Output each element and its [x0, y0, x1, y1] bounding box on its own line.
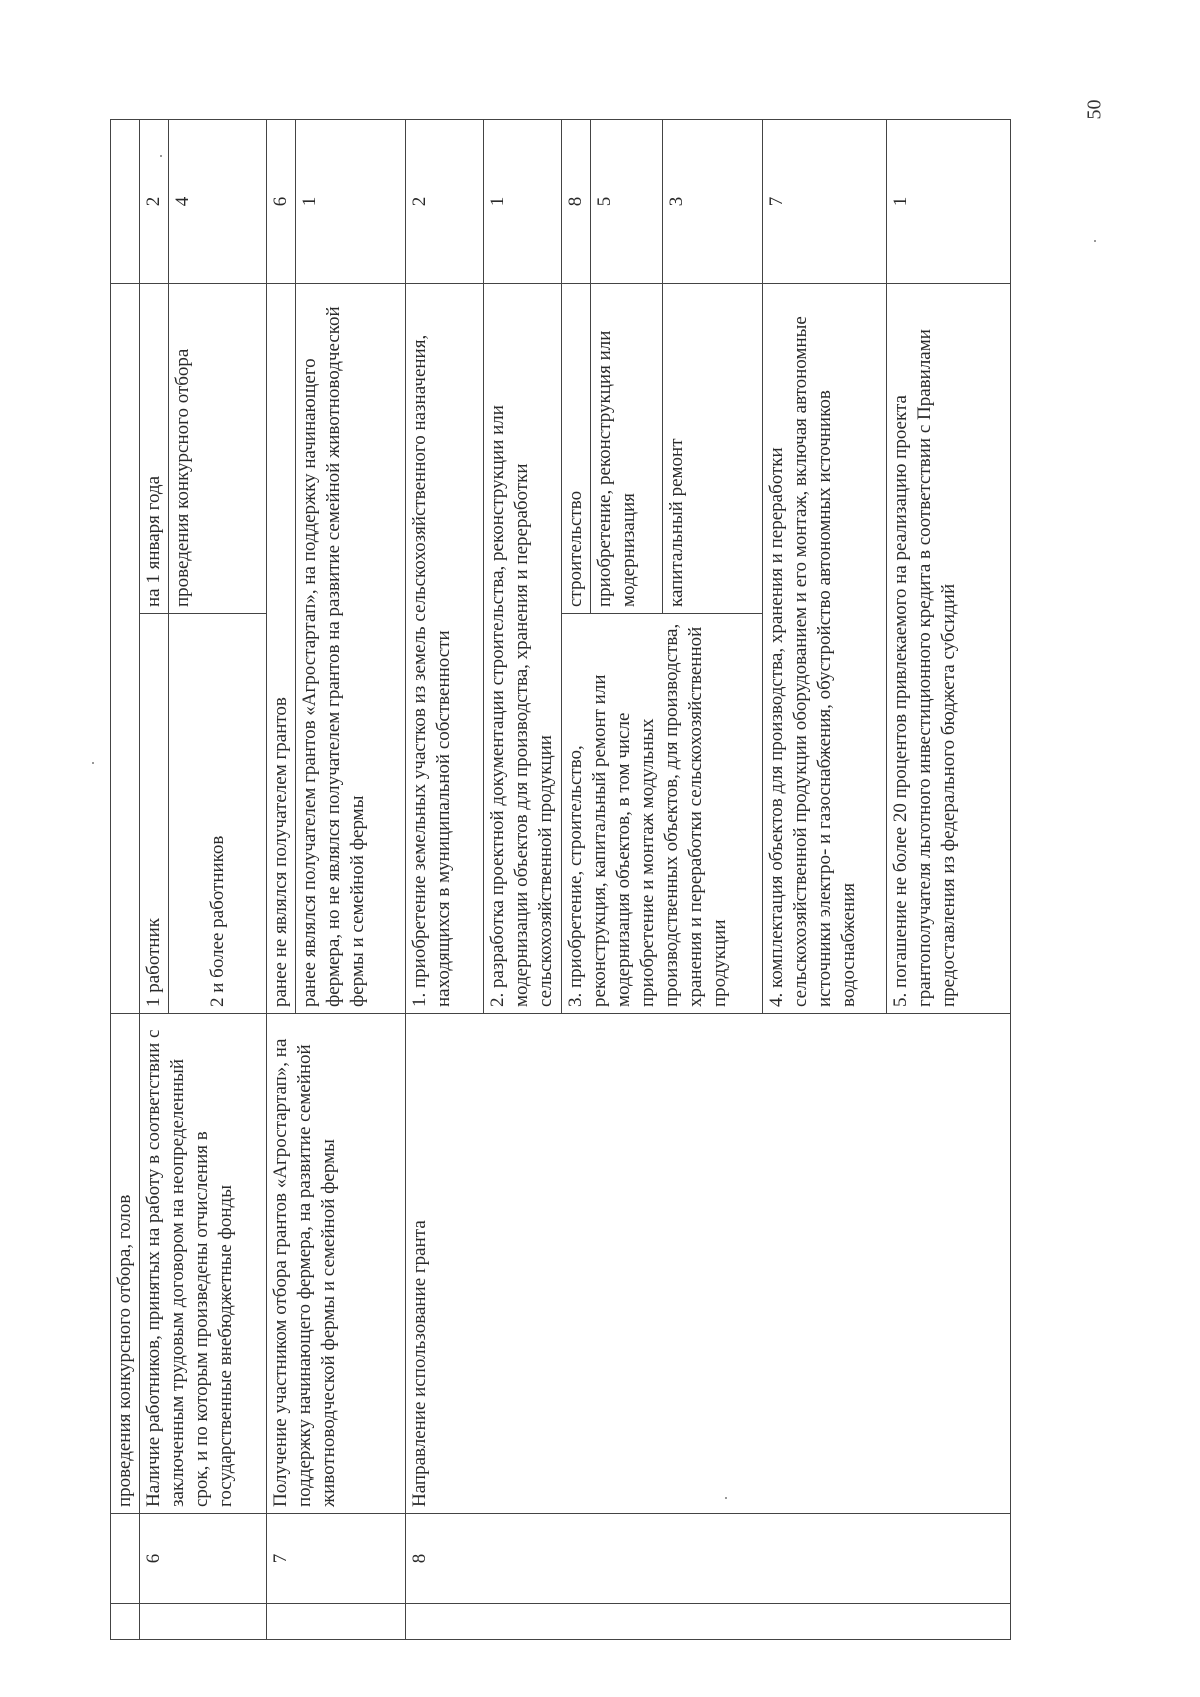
- blank-cell: [111, 284, 140, 1014]
- score-cell: 7: [763, 120, 887, 284]
- score-cell: 6: [267, 120, 296, 284]
- option-label: 2 и более работников: [169, 614, 267, 1014]
- row-number: 8: [406, 1514, 1011, 1604]
- page-number: 50: [1083, 99, 1106, 120]
- option-sub: строительство: [562, 284, 591, 614]
- scan-speck: [92, 762, 94, 764]
- rotated-page: [110, 120, 1062, 1640]
- option-label: 1. приобретение земельных участков из земель сельскохозяйственного назначения, находящихся в муниципальной собственности: [406, 284, 484, 1014]
- scan-speck: [725, 1497, 727, 1499]
- option-label: 3. приобретение, строительство, реконструкция, капитальный ремонт или модернизация объектов, в том числе приобретение и монтаж модульных производственных объектов, для производства, хранения и переработки сельскохозяйственной продукции: [562, 614, 763, 1014]
- criterion-cell: Наличие работников, принятых на работу в соответствии с заключенным трудовым договором на неопределенный срок, и по которым произведены отчисления в государственные внебюджетные фонды: [140, 1014, 267, 1514]
- table-row-8: [406, 120, 484, 1640]
- option-sub: на 1 января года: [140, 284, 169, 614]
- blank-cell: [406, 1604, 1011, 1640]
- criterion-cell: Получение участником отбора грантов «Агростартап», на поддержку начинающего фермера, на развитие семейной животноводческой фермы и семейной фермы: [267, 1014, 406, 1514]
- score-cell: 1: [887, 120, 1011, 284]
- criteria-table: [110, 119, 1011, 1640]
- option-label: 1 работник: [140, 614, 169, 1014]
- row-number: 6: [140, 1514, 267, 1604]
- table-row-7: [267, 120, 296, 1640]
- score-cell: 2: [406, 120, 484, 284]
- score-cell: 1: [484, 120, 562, 284]
- option-sub: проведения конкурсного отбора: [169, 284, 267, 614]
- table-row-continuation: [111, 120, 140, 1640]
- scan-speck: [160, 155, 162, 157]
- option-label: ранее являлся получателем грантов «Агростартап», на поддержку начинающего фермера, но не являлся получателем грантов на развитие семейной животноводческой фермы и семейной фермы: [296, 284, 406, 1014]
- score-cell: 8: [562, 120, 591, 284]
- blank-cell: [111, 1604, 140, 1640]
- option-sub: капитальный ремонт: [663, 284, 763, 614]
- score-cell: 3: [663, 120, 763, 284]
- option-sub: приобретение, реконструкция или модернизация: [591, 284, 663, 614]
- score-cell: 4: [169, 120, 267, 284]
- option-label: 4. комплектация объектов для производства, хранения и переработки сельскохозяйственной продукции оборудованием и его монтаж, включая автономные источники электро- и газоснабжения, обустройство автономных источников водоснабжения: [763, 284, 887, 1014]
- option-label: ранее не являлся получателем грантов: [267, 284, 296, 1014]
- score-cell: 1: [296, 120, 406, 284]
- blank-cell: [267, 1604, 406, 1640]
- row-number: 7: [267, 1514, 406, 1604]
- scan-speck: [1094, 240, 1096, 242]
- criterion-cell: Направление использование гранта: [406, 1014, 1011, 1514]
- criterion-cell: проведения конкурсного отбора, голов: [111, 1014, 140, 1514]
- table-row-6: [140, 120, 169, 1640]
- score-cell: 5: [591, 120, 663, 284]
- blank-cell: [111, 1514, 140, 1604]
- option-label: 2. разработка проектной документации строительства, реконструкции или модернизации объектов для производства, хранения и переработки сельскохозяйственной продукции: [484, 284, 562, 1014]
- blank-cell: [111, 120, 140, 284]
- blank-cell: [140, 1604, 267, 1640]
- option-label: 5. погашение не более 20 процентов привлекаемого на реализацию проекта грантополучателя льготного инвестиционного кредита в соответствии с Правилами предоставления из федерального бюджета субсидий: [887, 284, 1011, 1014]
- score-cell: 2: [140, 120, 169, 284]
